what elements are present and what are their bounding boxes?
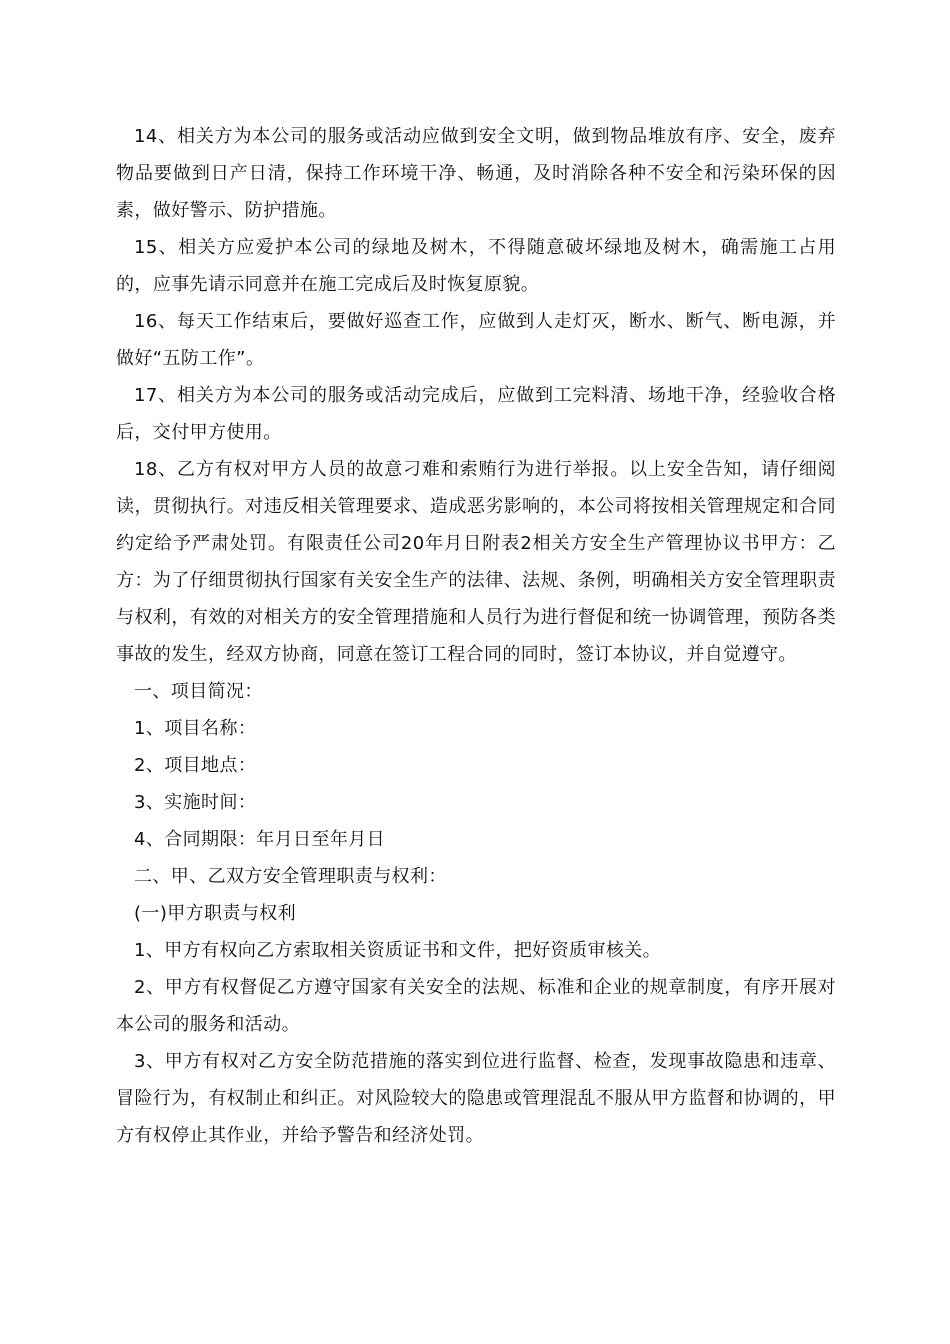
section-heading-responsibilities: 二、甲、乙双方安全管理职责与权利： [134, 866, 447, 887]
project-name-line: 1、项目名称： [134, 718, 257, 739]
contract-period-line: 4、合同期限：年月日至年月日 [134, 829, 386, 850]
paragraph-16: 16、每天工作结束后，要做好巡查工作，应做到人走灯灭，断水、断气、断电源，并做好“五防工作”。 [116, 311, 836, 369]
project-location-line: 2、项目地点： [134, 755, 257, 776]
implementation-time-line: 3、实施时间： [134, 792, 257, 813]
subsection-heading-party-a: (一)甲方职责与权利 [134, 903, 297, 924]
paragraph-14: 14、相关方为本公司的服务或活动应做到安全文明，做到物品堆放有序、安全，废弃物品要做到日产日清，保持工作环境干净、畅通，及时消除各种不安全和污染环保的因素，做好警示、防护措施。 [116, 126, 836, 221]
paragraph-18: 18、乙方有权对甲方人员的故意刁难和索贿行为进行举报。以上安全告知，请仔细阅读，贯彻执行。对违反相关管理要求、造成恶劣影响的，本公司将按相关管理规定和合同约定给予严肃处罚。有限责任公司20年月日附表2相关方安全生产管理协议书甲方：乙方：为了仔细贯彻执行国家有关安全生产的法律、法规、条例，明确相关方安全管理职责与权利，有效的对相关方的安全管理措施和人员行为进行督促和统一协调管理，预防各类事故的发生，经双方协商，同意在签订工程合同的同时，签订本协议，并自觉遵守。 [116, 459, 836, 665]
paragraph-17: 17、相关方为本公司的服务或活动完成后，应做到工完料清、场地干净，经验收合格后，交付甲方使用。 [116, 385, 836, 443]
party-a-clause-2: 2、甲方有权督促乙方遵守国家有关安全的法规、标准和企业的规章制度，有序开展对本公司的服务和活动。 [116, 977, 836, 1035]
document-body [116, 118, 836, 1154]
section-heading-project-overview: 一、项目简况： [134, 681, 263, 702]
party-a-clause-1: 1、甲方有权向乙方索取相关资质证书和文件，把好资质审核关。 [134, 940, 662, 961]
paragraph-15: 15、相关方应爱护本公司的绿地及树木，不得随意破坏绿地及树木，确需施工占用的，应事先请示同意并在施工完成后及时恢复原貌。 [116, 237, 836, 295]
party-a-clause-3: 3、甲方有权对乙方安全防范措施的落实到位进行监督、检查，发现事故隐患和违章、冒险行为，有权制止和纠正。对风险较大的隐患或管理混乱不服从甲方监督和协调的，甲方有权停止其作业，并给予警告和经济处罚。 [116, 1051, 836, 1146]
